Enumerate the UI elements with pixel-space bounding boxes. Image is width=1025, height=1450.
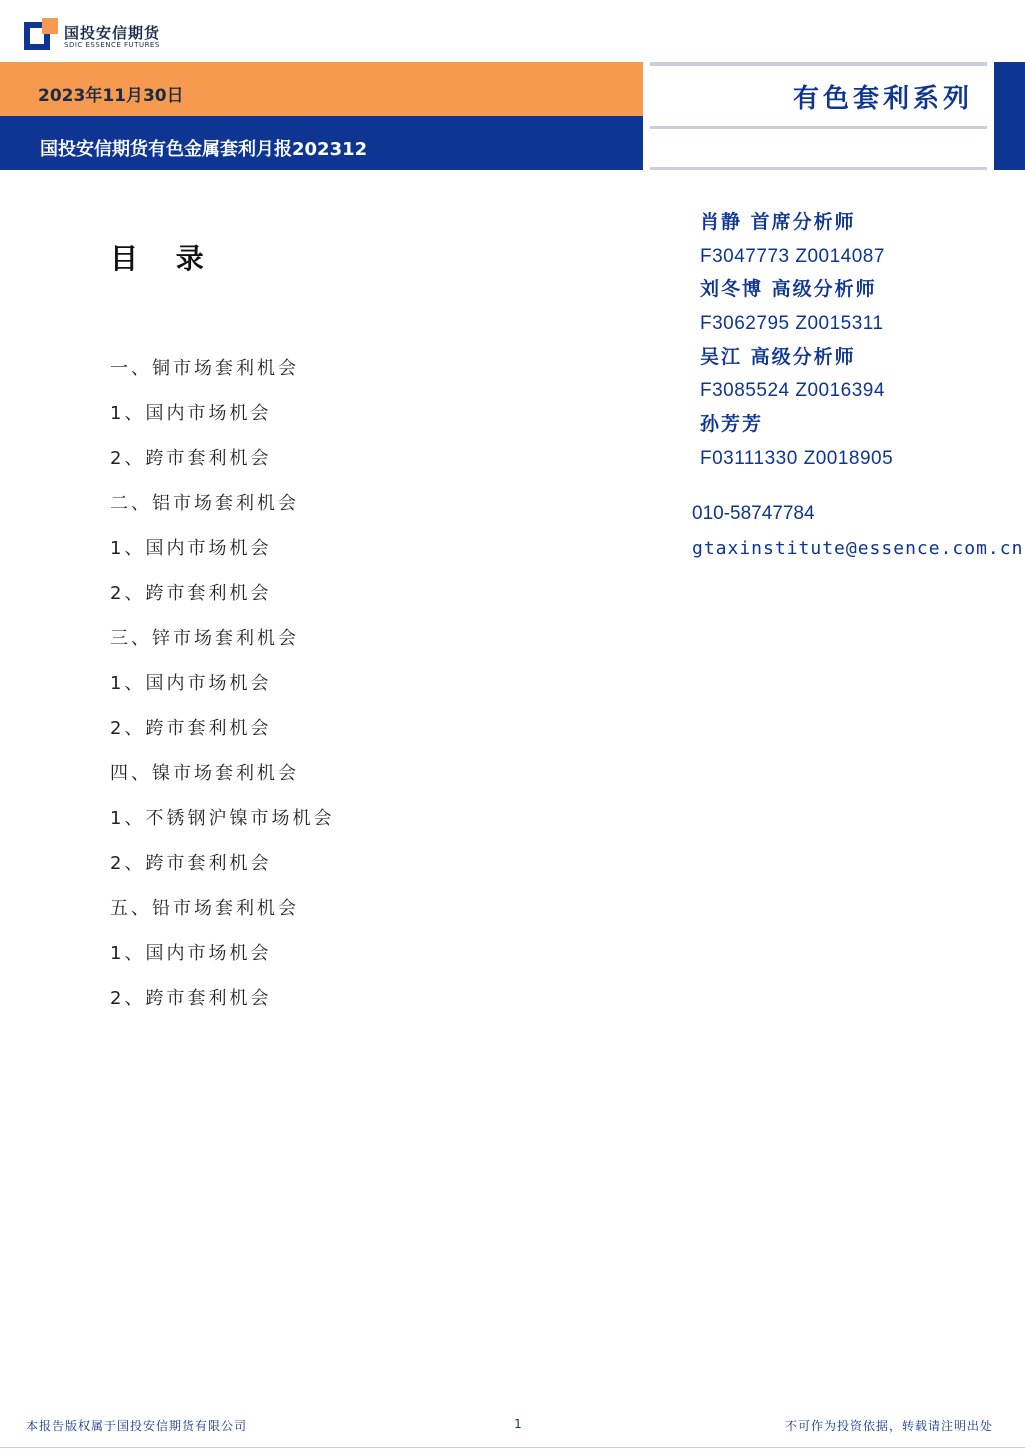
footer-disclaimer: 不可作为投资依据，转载请注明出处 [784, 1419, 993, 1433]
toc-item[interactable]: 1、国内市场机会 [110, 538, 272, 559]
toc-item[interactable]: 二、铝市场套利机会 [110, 493, 299, 514]
footer-divider [0, 1447, 1025, 1448]
toc-list [110, 354, 334, 1029]
series-divider-bottom [650, 167, 987, 170]
analyst-entry [700, 273, 893, 340]
toc-item[interactable]: 一、铜市场套利机会 [110, 358, 299, 379]
toc-item[interactable]: 2、跨市套利机会 [110, 988, 272, 1009]
analyst-entry [700, 341, 893, 408]
logo-chinese-name: 国投安信期货 [64, 24, 161, 42]
report-title: 国投安信期货有色金属套利月报202312 [40, 139, 368, 160]
toc-item[interactable]: 1、国内市场机会 [110, 403, 272, 424]
toc-item[interactable]: 1、国内市场机会 [110, 673, 272, 694]
analyst-license-ids: F3062795 Z0015311 [700, 313, 884, 335]
toc-item[interactable]: 四、镍市场套利机会 [110, 763, 299, 784]
series-divider-top [650, 62, 987, 66]
report-date: 2023年11月30日 [38, 86, 184, 106]
analyst-name: 吴江 高级分析师 [700, 345, 856, 368]
series-divider-middle [650, 126, 987, 129]
company-logo-icon [24, 18, 58, 50]
toc-item[interactable]: 2、跨市套利机会 [110, 583, 272, 604]
analyst-license-ids: F3047773 Z0014087 [700, 245, 885, 267]
logo-english-name: SDIC ESSENCE FUTURES [64, 41, 160, 49]
toc-item[interactable]: 2、跨市套利机会 [110, 448, 272, 469]
toc-item[interactable]: 三、锌市场套利机会 [110, 628, 299, 649]
analyst-entry [700, 206, 893, 273]
toc-heading: 目 录 [110, 242, 218, 275]
toc-item[interactable]: 五、铅市场套利机会 [110, 898, 299, 919]
analyst-name: 孙芳芳 [700, 413, 764, 436]
series-title: 有色套利系列 [792, 84, 973, 114]
analyst-entry [700, 408, 893, 475]
contact-email-link[interactable]: gtaxinstitute@essence.com.cn [692, 538, 1024, 559]
analyst-name: 肖静 首席分析师 [700, 211, 856, 233]
toc-item[interactable]: 2、跨市套利机会 [110, 718, 272, 739]
toc-item[interactable]: 2、跨市套利机会 [110, 853, 272, 874]
footer-copyright: 本报告版权属于国投安信期货有限公司 [26, 1419, 248, 1433]
contact-phone: 010-58747784 [692, 503, 815, 524]
analyst-name: 刘冬博 高级分析师 [700, 278, 877, 301]
analyst-license-ids: F3085524 Z0016394 [700, 380, 885, 402]
footer-page-number: 1 [514, 1417, 522, 1431]
header-accent-block [994, 62, 1025, 170]
toc-item[interactable]: 1、不锈钢沪镍市场机会 [110, 808, 335, 829]
analyst-list [700, 206, 893, 476]
toc-item[interactable]: 1、国内市场机会 [110, 943, 272, 964]
analyst-license-ids: F03111330 Z0018905 [700, 447, 894, 469]
